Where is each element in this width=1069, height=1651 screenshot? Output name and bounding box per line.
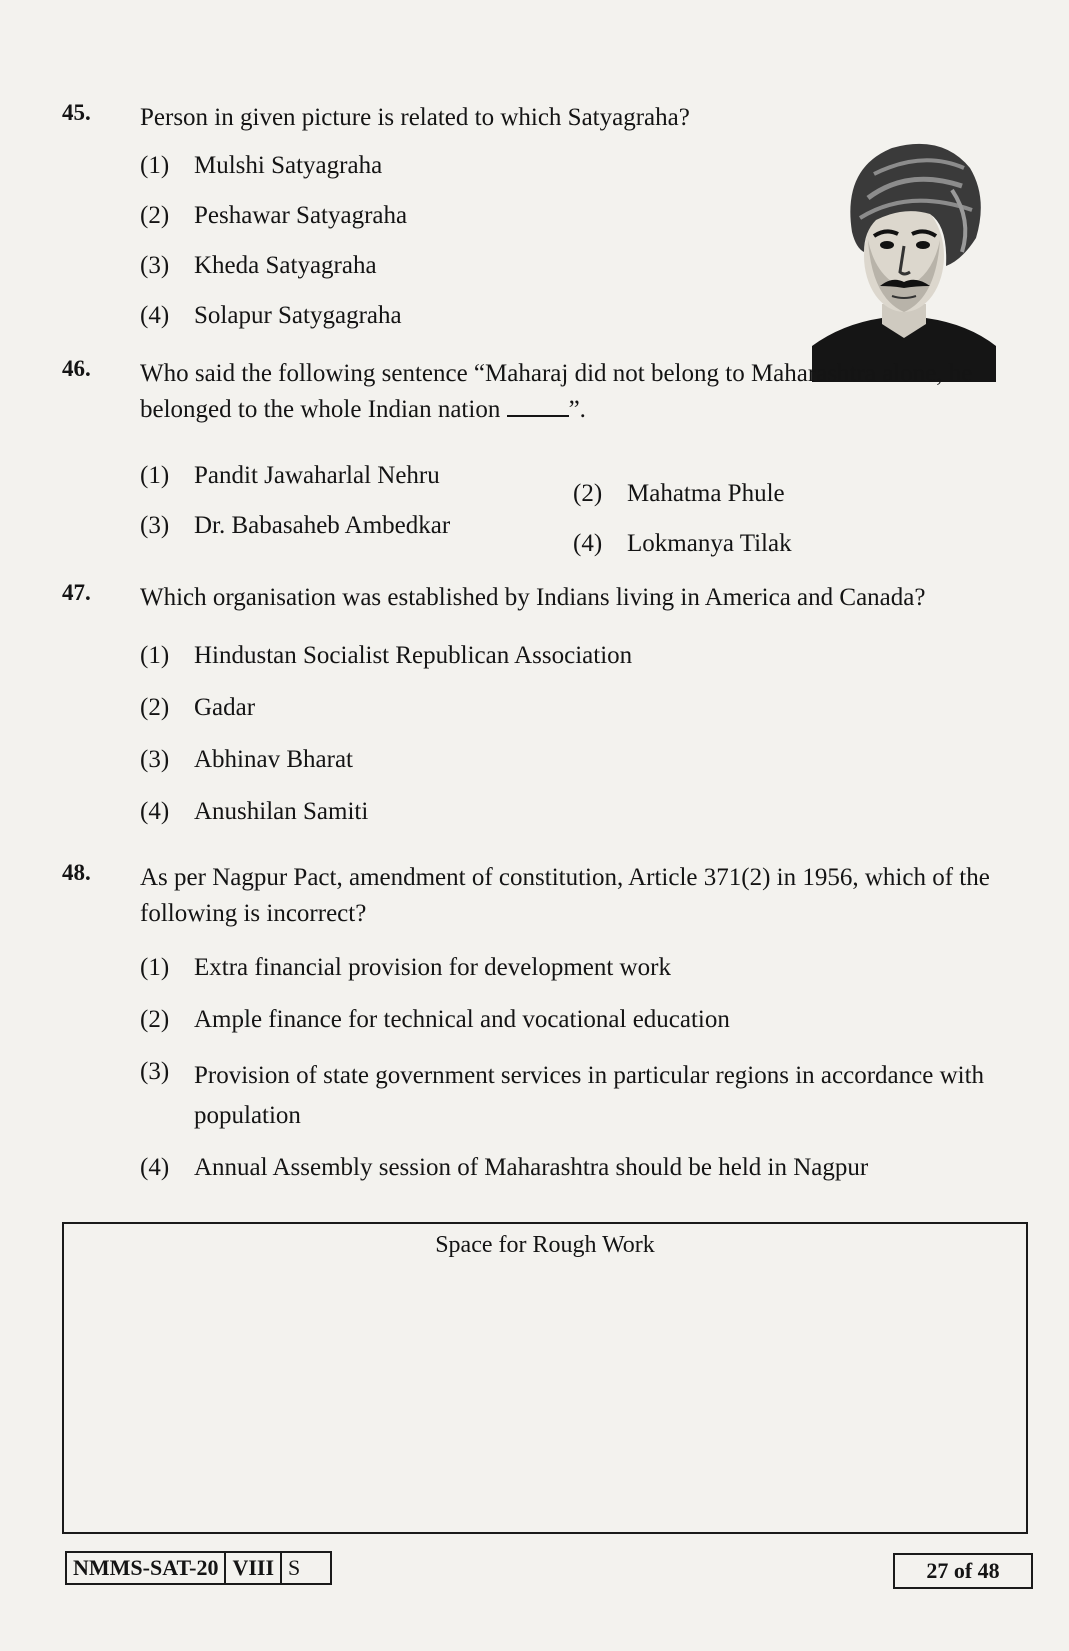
- question-text: Which organisation was established by Indians living in America and Canada?: [140, 584, 926, 611]
- option: [140, 510, 450, 542]
- option-number: (1): [140, 152, 170, 179]
- option-text: Peshawar Satyagraha: [194, 202, 408, 229]
- option-number: (4): [140, 302, 170, 329]
- question-text: As per Nagpur Pact, amendment of constitution, Article 371(2) in 1956, which of the following is incorrect?: [140, 864, 990, 927]
- option: [140, 250, 377, 282]
- option: [140, 150, 382, 182]
- question-text-part: ”.: [568, 396, 586, 423]
- question-number: 47.: [62, 580, 91, 605]
- option-text: Dr. Babasaheb Ambedkar: [194, 512, 451, 539]
- question-number: 48.: [62, 860, 91, 885]
- option: [573, 478, 785, 510]
- option-text: Annual Assembly session of Maharashtra should be held in Nagpur: [194, 1154, 869, 1181]
- option-number: (4): [140, 1154, 170, 1181]
- option: [140, 300, 402, 332]
- paper-code-box: [65, 1551, 332, 1585]
- option: [140, 692, 255, 724]
- option-number: (3): [140, 512, 170, 539]
- question-number: 46.: [62, 356, 91, 381]
- question-text-part: Who said the following sentence “Maharaj did not belong to Maharashtra alone, he belonged to the whole Indian nation: [140, 360, 973, 423]
- answer-blank: [507, 393, 569, 417]
- option-number: (2): [140, 202, 170, 229]
- option-number: (2): [573, 480, 603, 507]
- rough-work-title: Space for Rough Work: [435, 1232, 655, 1258]
- option-text: Anushilan Samiti: [194, 798, 369, 825]
- option-text: Pandit Jawaharlal Nehru: [194, 462, 440, 489]
- option-text: Hindustan Socialist Republican Association: [194, 642, 633, 669]
- paper-code: NMMS-SAT-20: [67, 1553, 226, 1583]
- option: [140, 796, 368, 828]
- option-text: Extra financial provision for development work: [194, 954, 671, 981]
- set-code: S: [288, 1555, 301, 1580]
- portrait-image: [812, 128, 996, 382]
- option: [573, 528, 792, 560]
- option-number: (1): [140, 954, 170, 981]
- option-text: Mulshi Satyagraha: [194, 152, 383, 179]
- page-number: 27 of 48: [893, 1553, 1033, 1589]
- option-text: Gadar: [194, 694, 256, 721]
- option-number: (2): [140, 694, 170, 721]
- class-code: VIII: [226, 1553, 282, 1583]
- option-number: (4): [140, 798, 170, 825]
- option-number: (3): [140, 252, 170, 279]
- option-text: Kheda Satyagraha: [194, 252, 377, 279]
- option-number: (2): [140, 1006, 170, 1033]
- option-number: (1): [140, 642, 170, 669]
- option: [140, 460, 440, 492]
- option: [140, 1152, 868, 1184]
- option-text: Lokmanya Tilak: [627, 530, 792, 557]
- option-number: (1): [140, 462, 170, 489]
- option: [140, 640, 632, 672]
- option: [140, 1004, 730, 1036]
- option-text: Provision of state government services in particular regions in accordance with population: [194, 1062, 985, 1129]
- option-number: (3): [140, 746, 170, 773]
- question-text: Person in given picture is related to which Satyagraha?: [140, 104, 690, 131]
- option-number: (3): [140, 1058, 170, 1085]
- option: [140, 744, 353, 776]
- option: [140, 200, 407, 232]
- question-text: [140, 356, 1020, 428]
- option-text: Solapur Satygagraha: [194, 302, 402, 329]
- option: [140, 952, 671, 984]
- option-text: Abhinav Bharat: [194, 746, 353, 773]
- option: [140, 1056, 1024, 1136]
- question-number: 45.: [62, 100, 91, 125]
- option-number: (4): [573, 530, 603, 557]
- rough-work-box: [62, 1222, 1028, 1534]
- option-text: Mahatma Phule: [627, 480, 785, 507]
- option-text: Ample finance for technical and vocational education: [194, 1006, 730, 1033]
